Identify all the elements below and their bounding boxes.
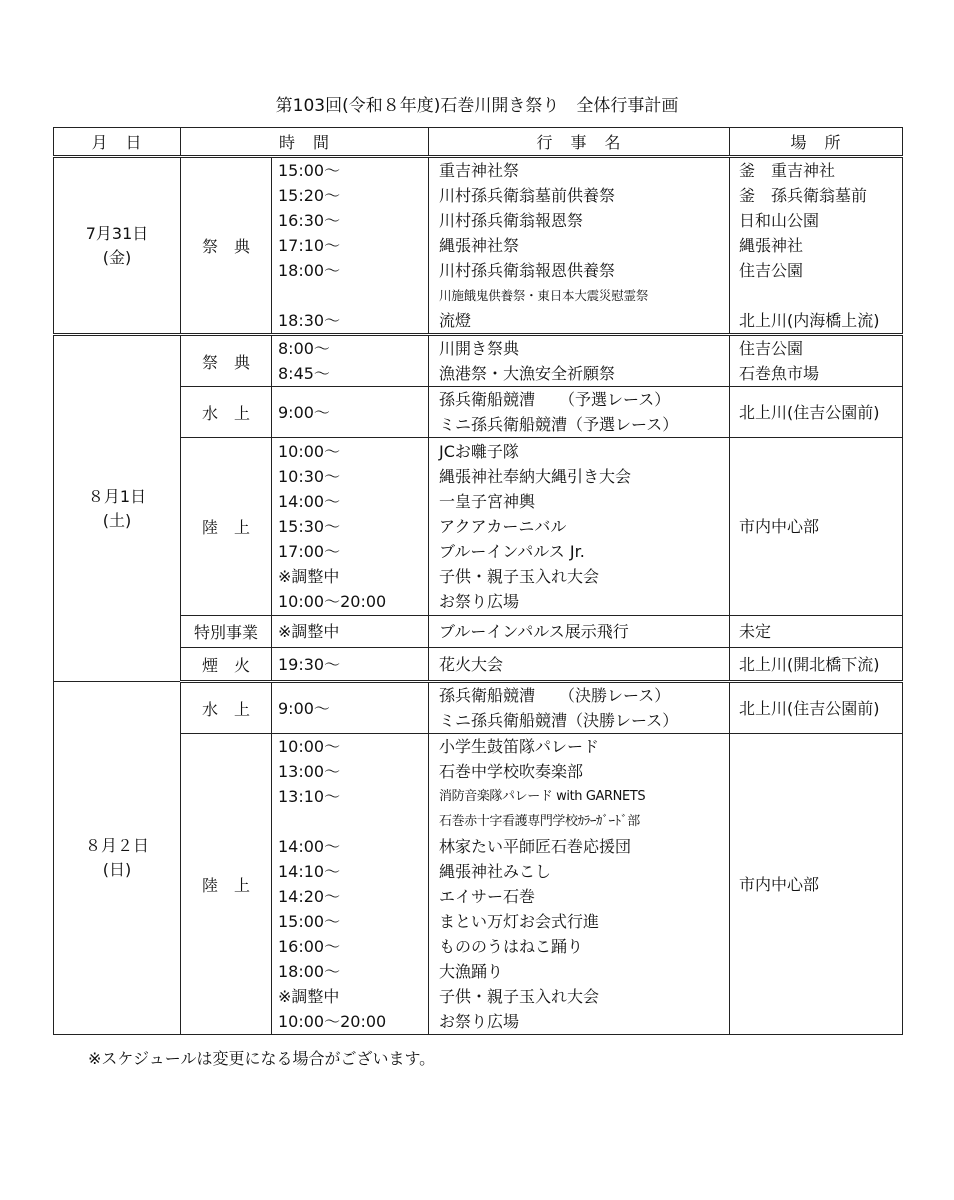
time-cell <box>272 682 429 734</box>
table-row <box>54 157 903 335</box>
event-entry: 大漁踊り <box>439 962 504 981</box>
event-entry: 流燈 <box>439 311 472 330</box>
time-entry: 10:30～ <box>278 467 341 486</box>
time-entry: 17:00～ <box>278 542 341 561</box>
date-label: 7月31日 <box>85 223 149 243</box>
time-cell <box>272 648 429 682</box>
header-date: 月 日 <box>54 128 181 157</box>
table-row <box>54 335 903 387</box>
event-entry: お祭り広場 <box>439 592 520 611</box>
event-entry: 漁港祭・大漁安全祈願祭 <box>439 364 616 383</box>
time-entry: 14:00～ <box>278 492 341 511</box>
date-cell <box>54 335 181 682</box>
time-entry <box>272 809 428 834</box>
time-cell <box>272 616 429 648</box>
table-row <box>54 682 903 734</box>
event-entry: ミニ孫兵衛船競漕（決勝レース） <box>439 711 679 730</box>
place-entry: 石巻魚市場 <box>739 364 820 383</box>
date-cell <box>54 682 181 1035</box>
event-cell <box>429 438 730 616</box>
place-entry: 縄張神社 <box>739 236 804 255</box>
place-cell <box>730 335 903 387</box>
time-entry: 15:00～ <box>278 912 341 931</box>
event-entry: 川施餓鬼供養祭・東日本大震災慰霊祭 <box>439 288 649 303</box>
time-entry: 16:00～ <box>278 937 341 956</box>
time-entry: 10:00～ <box>278 442 341 461</box>
event-entry: 子供・親子玉入れ大会 <box>439 567 600 586</box>
event-entry: 重吉神社祭 <box>439 161 520 180</box>
event-entry: 川村孫兵衛翁報恩供養祭 <box>439 261 616 280</box>
table-row <box>54 438 903 616</box>
weekday-label: (土) <box>102 510 132 530</box>
time-entry <box>272 283 428 308</box>
time-cell <box>272 734 429 1035</box>
event-entry: JCお囃子隊 <box>439 442 519 461</box>
category-cell: 祭 典 <box>181 335 272 387</box>
place-entry: 北上川(内海橋上流) <box>739 311 880 330</box>
event-entry: ミニ孫兵衛船競漕（予選レース） <box>439 415 679 434</box>
event-entry: 石巻中学校吹奏楽部 <box>439 762 584 781</box>
event-entry: 子供・親子玉入れ大会 <box>439 987 600 1006</box>
place-entry: 日和山公園 <box>739 211 820 230</box>
place-entry: 釜 重吉神社 <box>739 161 836 180</box>
place-entry: 釜 孫兵衛翁墓前 <box>739 186 868 205</box>
header-time: 時 間 <box>181 128 429 157</box>
time-entry: 18:00～ <box>278 261 341 280</box>
table-row <box>54 387 903 438</box>
weekday-label: (金) <box>102 247 132 267</box>
header-place: 場 所 <box>730 128 903 157</box>
event-entry: 川村孫兵衛翁報恩祭 <box>439 211 584 230</box>
footnote: ※スケジュールは変更になる場合がございます。 <box>88 1049 436 1068</box>
schedule-table <box>53 127 903 1035</box>
time-entry: 10:00～20:00 <box>278 1012 387 1031</box>
time-entry: 9:00～ <box>278 402 330 422</box>
event-entry: まとい万灯お会式行進 <box>439 912 600 931</box>
place-entry: 市内中心部 <box>739 874 820 894</box>
event-entry: 林家たい平師匠石巻応援団 <box>439 837 632 856</box>
place-cell <box>730 157 903 335</box>
time-entry: 10:00～20:00 <box>278 592 387 611</box>
event-entry: ブルーインパルス Jr. <box>439 542 585 561</box>
time-entry: 8:00～ <box>278 339 330 358</box>
place-entry: 住吉公園 <box>739 261 804 280</box>
event-entry: 縄張神社みこし <box>439 862 552 881</box>
place-entry: 未定 <box>739 622 772 641</box>
time-entry: 14:00～ <box>278 837 341 856</box>
event-cell <box>429 648 730 682</box>
event-entry: お祭り広場 <box>439 1012 520 1031</box>
event-entry: 縄張神社祭 <box>439 236 520 255</box>
event-entry: 石巻赤十字看護専門学校ｶﾗｰｶﾞｰﾄﾞ部 <box>439 814 640 829</box>
time-cell <box>272 335 429 387</box>
place-cell <box>730 387 903 438</box>
place-entry: 北上川(住吉公園前) <box>739 698 880 718</box>
table-row <box>54 648 903 682</box>
event-entry: 川村孫兵衛翁墓前供養祭 <box>439 186 616 205</box>
event-entry: エイサー石巻 <box>439 887 536 906</box>
event-entry: 一皇子宮神輿 <box>439 492 536 511</box>
time-entry: 15:20～ <box>278 186 341 205</box>
place-cell <box>730 734 903 1035</box>
time-entry: 16:30～ <box>278 211 341 230</box>
time-entry: ※調整中 <box>278 622 340 641</box>
place-entry <box>730 283 902 308</box>
table-row <box>54 734 903 1035</box>
event-cell <box>429 682 730 734</box>
date-label: ８月1日 <box>87 486 147 506</box>
time-entry: 15:30～ <box>278 517 341 536</box>
event-entry: 孫兵衛船競漕 （予選レース） <box>439 390 671 409</box>
time-cell <box>272 387 429 438</box>
event-entry: 小学生鼓笛隊パレード <box>439 737 600 756</box>
date-cell <box>54 157 181 335</box>
time-entry: ※調整中 <box>278 987 340 1006</box>
time-entry: 18:30～ <box>278 311 341 330</box>
time-cell <box>272 157 429 335</box>
event-cell <box>429 335 730 387</box>
time-entry: 9:00～ <box>278 698 330 718</box>
category-cell: 特別事業 <box>181 616 272 648</box>
time-entry: 13:00～ <box>278 762 341 781</box>
time-entry: 8:45～ <box>278 364 330 383</box>
place-entry: 北上川(開北橋下流) <box>739 654 880 674</box>
event-entry: もののうはねこ踊り <box>439 937 584 956</box>
event-cell <box>429 616 730 648</box>
time-entry: 15:00～ <box>278 161 341 180</box>
place-entry: 住吉公園 <box>739 339 804 358</box>
schedule-body <box>54 157 903 1035</box>
event-entry: 消防音楽隊パレード with GARNETS <box>439 789 646 804</box>
place-entry: 市内中心部 <box>739 517 820 536</box>
time-entry: 19:30～ <box>278 654 341 674</box>
place-cell <box>730 682 903 734</box>
time-entry: 10:00～ <box>278 737 341 756</box>
place-cell <box>730 438 903 616</box>
time-cell <box>272 438 429 616</box>
time-entry: 14:10～ <box>278 862 341 881</box>
event-entry: 川開き祭典 <box>439 339 520 358</box>
event-entry: 花火大会 <box>439 654 504 674</box>
event-entry: 縄張神社奉納大縄引き大会 <box>439 467 632 486</box>
event-entry: ブルーインパルス展示飛行 <box>439 622 629 641</box>
event-cell <box>429 387 730 438</box>
event-entry: 孫兵衛船競漕 （決勝レース） <box>439 686 671 705</box>
event-cell <box>429 157 730 335</box>
date-label: ８月２日 <box>84 836 149 855</box>
category-cell: 煙 火 <box>181 648 272 682</box>
table-row <box>54 616 903 648</box>
time-entry: 18:00～ <box>278 962 341 981</box>
time-entry: ※調整中 <box>278 567 340 586</box>
time-entry: 14:20～ <box>278 887 341 906</box>
category-cell: 祭 典 <box>181 157 272 335</box>
place-cell <box>730 616 903 648</box>
event-cell <box>429 734 730 1035</box>
category-cell: 水 上 <box>181 387 272 438</box>
event-entry: アクアカーニバル <box>439 517 567 536</box>
table-header-row <box>54 128 903 157</box>
place-entry: 北上川(住吉公園前) <box>739 402 880 422</box>
time-entry: 17:10～ <box>278 236 341 255</box>
time-entry: 13:10～ <box>278 787 341 806</box>
category-cell: 水 上 <box>181 682 272 734</box>
document-title: 第103回(令和８年度)石巻川開き祭り 全体行事計画 <box>275 96 679 116</box>
weekday-label: (日) <box>102 860 132 879</box>
category-cell: 陸 上 <box>181 734 272 1035</box>
place-cell <box>730 648 903 682</box>
category-cell: 陸 上 <box>181 438 272 616</box>
header-event: 行 事 名 <box>429 128 730 157</box>
